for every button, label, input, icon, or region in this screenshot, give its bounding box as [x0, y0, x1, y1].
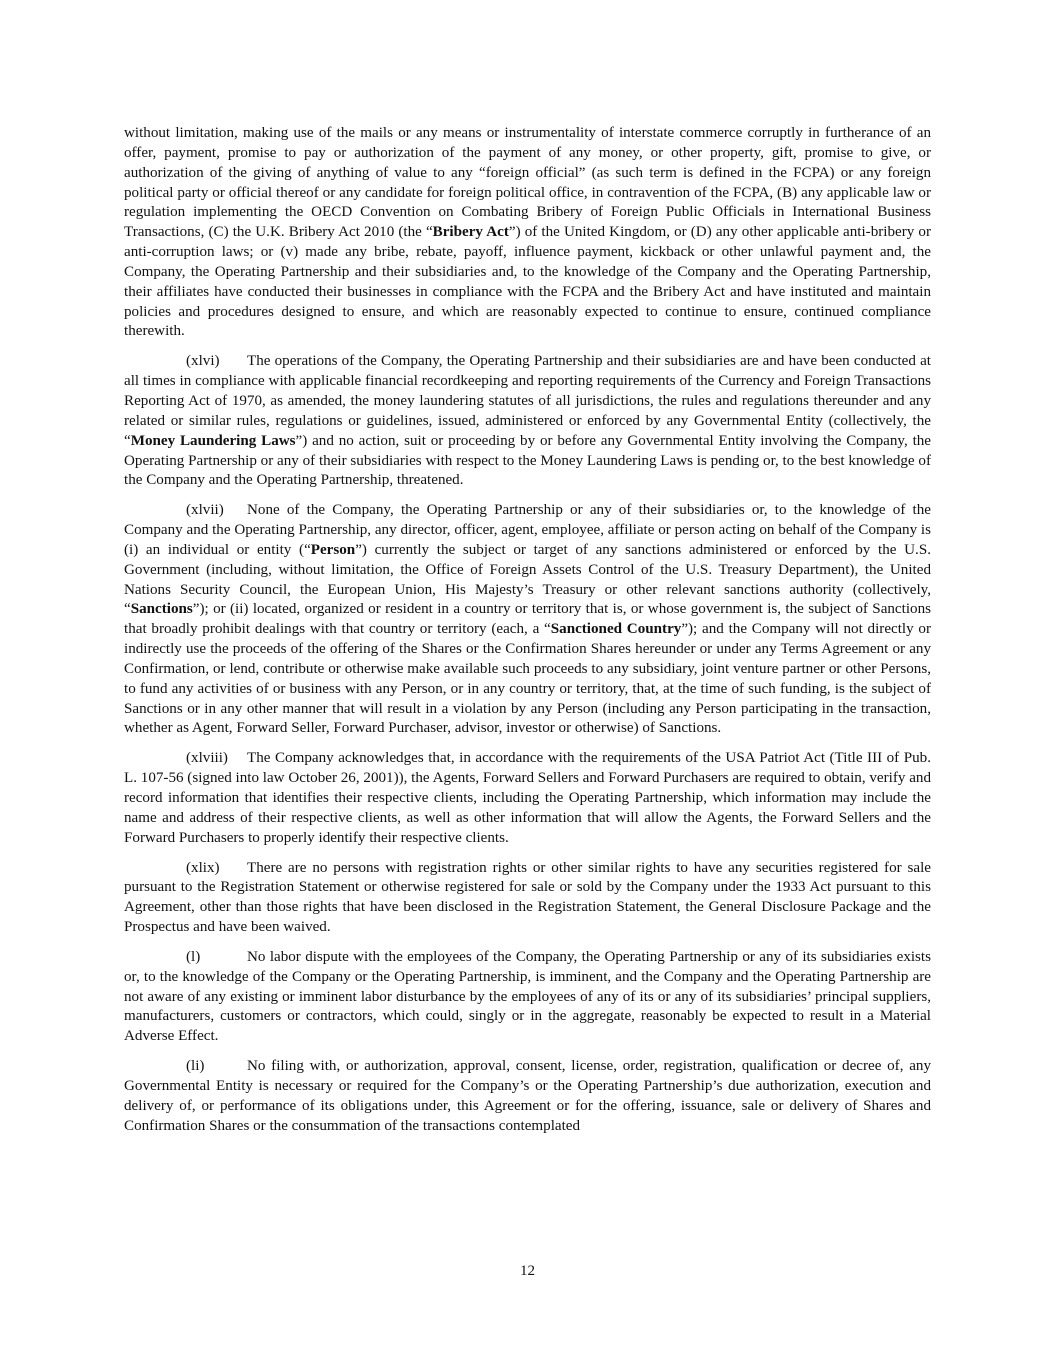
paragraph-xlix	[124, 859, 931, 938]
paragraph-text: ”) currently the subject or target of any sanctions administered or enforced by the U.S. Government (including, without limitation, the Office of Foreign Assets Control of the U.S. Treasury Department), the United Nations Security Council, the European Union, His Majesty’s Treasury or other relevant sanctions authority (collectively, “	[124, 541, 931, 618]
paragraph-text: without limitation, making use of the mails or any means or instrumentality of interstate commerce corruptly in furtherance of an offer, payment, promise to pay or authorization of the payment of any money, or other property, gift, promise to give, or authorization of the giving of anything of value to any “foreign official” (as such term is defined in the FCPA) or any foreign political party or official thereof or any candidate for foreign political office, in contravention of the FCPA, (B) any applicable law or regulation implementing the OECD Convention on Combating Bribery of Foreign Public Officials in International Business Transactions, (C) the U.K. Bribery Act 2010 (the “	[124, 125, 931, 241]
page-number: 12	[519, 1263, 536, 1279]
paragraph-number: (l)	[186, 948, 201, 965]
paragraph-text: ”) and no action, suit or proceeding by or before any Governmental Entity involving the Company, the Operating Partnership or any of their subsidiaries with respect to the Money Laundering Laws is pending or, to the best knowledge of the Company and the Operating Partnership, threatened.	[124, 432, 932, 489]
paragraph-xlvi	[124, 352, 931, 491]
paragraph-text: There are no persons with registration rights or other similar rights to have any securities registered for sale pursuant to the Registration Statement or otherwise registered for sale or sold by the Company under the 1933 Act pursuant to this Agreement, other than those rights that have been disclosed in the Registration Statement, the General Disclosure Package and the Prospectus and have been waived.	[124, 859, 931, 936]
paragraph-text: ”); or (ii) located, organized or resident in a country or territory that is, or whose government is, the subject of Sanctions that broadly prohibit dealings with that country or territory (each, a “	[124, 601, 931, 638]
defined-term-money-laundering-laws: Money Laundering Laws	[130, 432, 296, 449]
paragraph-number: (xlix)	[186, 859, 220, 876]
paragraph-number: (xlvii)	[186, 502, 224, 519]
paragraph-number: (xlvi)	[186, 353, 220, 370]
paragraph-text: No labor dispute with the employees of the Company, the Operating Partnership or any of its subsidiaries exists or, to the knowledge of the Company or the Operating Partnership, is imminent, and the Company and the Operating Partnership are not aware of any existing or imminent labor disturbance by the employees of any of its or any of its subsidiaries’ principal suppliers, manufacturers, customers or contractors, which could, singly or in the aggregate, reasonably be expected to result in a Material Adverse Effect.	[124, 948, 931, 1045]
paragraph-number: (xlviii)	[186, 750, 228, 767]
paragraph-xlvii	[124, 501, 931, 739]
document-page	[124, 124, 931, 1147]
paragraph-text: The Company acknowledges that, in accordance with the requirements of the USA Patriot Act (Title III of Pub. L. 107-56 (signed into law October 26, 2001)), the Agents, Forward Sellers and Forward Purchasers are required to obtain, verify and record information that identifies their respective clients, including the Operating Partnership, which information may include the name and address of their respective clients, as well as other information that will allow the Agents, the Forward Sellers and the Forward Purchasers to properly identify their respective clients.	[124, 750, 931, 846]
paragraph-text: None of the Company, the Operating Partnership or any of their subsidiaries or, to the knowledge of the Company and the Operating Partnership, any director, officer, agent, employee, affiliate or person acting on behalf of the Company is (i) an individual or entity (“	[124, 502, 931, 558]
defined-term-person: Person	[310, 541, 356, 558]
paragraph-number: (li)	[186, 1058, 205, 1075]
paragraph-li	[124, 1057, 931, 1136]
paragraph-xlviii	[124, 749, 931, 848]
defined-term-bribery-act: Bribery Act	[432, 224, 509, 241]
paragraph-l	[124, 948, 931, 1047]
paragraph-text: No filing with, or authorization, approval, consent, license, order, registration, qualification or decree of, any Governmental Entity is necessary or required for the Company’s or the Operating Partnership’s due authorization, execution and delivery of, or performance of its obligations under, this Agreement or for the offering, issuance, sale or delivery of Shares and Confirmation Shares or the consummation of the transactions contemplated	[124, 1058, 931, 1134]
paragraph-text: ”); and the Company will not directly or indirectly use the proceeds of the offering of the Shares or the Confirmation Shares hereunder or under any Terms Agreement or any Confirmation, or lend, contribute or otherwise make available such proceeds to any subsidiary, joint venture partner or other Persons, to fund any activities of or business with any Person, or in any country or territory, that, at the time of such funding, is the subject of Sanctions or in any other manner that will result in a violation by any Person (including any Person participating in the transaction, whether as Agent, Forward Seller, Forward Purchaser, advisor, investor or otherwise) of Sanctions.	[124, 621, 932, 737]
paragraph-continuation	[124, 124, 931, 342]
defined-term-sanctioned-country: Sanctioned Country	[550, 621, 682, 638]
paragraph-text: The operations of the Company, the Operating Partnership and their subsidiaries are and have been conducted at all times in compliance with applicable financial recordkeeping and reporting requirements of the Currency and Foreign Transactions Reporting Act of 1970, as amended, the money laundering statutes of all jurisdictions, the rules and regulations thereunder and any related or similar rules, regulations or guidelines, issued, administered or enforced by any Governmental Entity (collectively, the “	[124, 353, 931, 449]
paragraph-text: ”) of the United Kingdom, or (D) any other applicable anti-bribery or anti-corruption laws; or (v) made any bribe, rebate, payoff, influence payment, kickback or other unlawful payment and, the Company, the Operating Partnership and their subsidiaries and, to the knowledge of the Company and the Operating Partnership, their affiliates have conducted their businesses in compliance with the FCPA and the Bribery Act and have instituted and maintain policies and procedures designed to ensure, and which are reasonably expected to continue to ensure, continued compliance therewith.	[124, 224, 931, 340]
defined-term-sanctions: Sanctions	[130, 601, 193, 618]
